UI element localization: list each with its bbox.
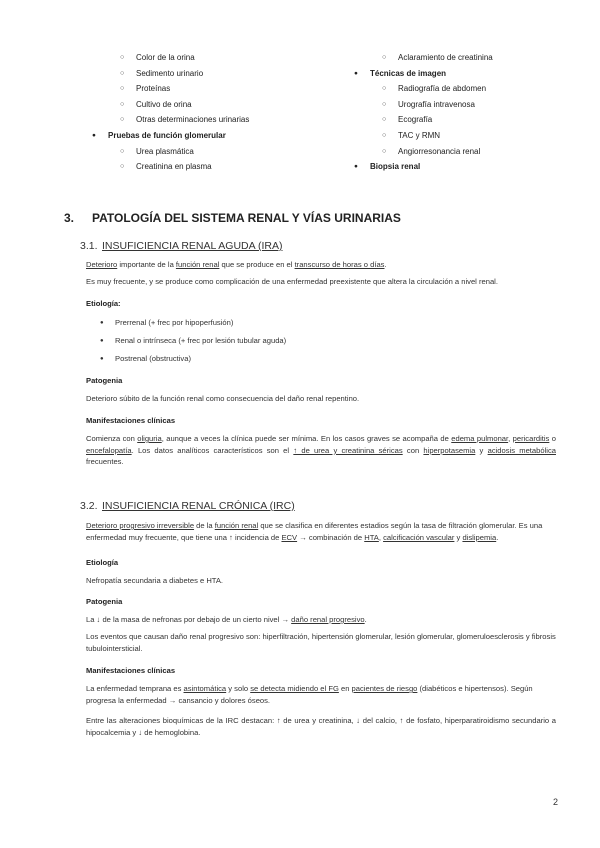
outline-item: ○ Proteínas [92, 81, 332, 97]
irc-patogenia-label: Patogenia [86, 597, 123, 606]
outline-item: ○ Otras determinaciones urinarias [92, 112, 332, 128]
irc-patogenia-p2: Los eventos que causan daño renal progresivo son: hiperfiltración, hipertensión glomerular, lesión glomerular, glomeruloesclerosis y fibrosis tubulointersticial. [86, 632, 556, 653]
text-run: con [402, 445, 424, 455]
text-run: importante de la [117, 260, 176, 269]
subsection-title: INSUFICIENCIA RENAL AGUDA (IRA) [102, 240, 283, 252]
outline-column-right [350, 50, 580, 175]
outline-item: ○ Urografía intravenosa [350, 97, 580, 113]
outline-column-left [92, 50, 332, 175]
irc-patogenia-p1 [86, 614, 556, 626]
outline-item: ○ Radiografía de abdomen [350, 81, 580, 97]
term-oliguria: oliguria [137, 434, 162, 443]
ira-etiologia-list [86, 314, 386, 368]
term-ecv: ECV [281, 532, 298, 542]
subsection-title: INSUFICIENCIA RENAL CRÓNICA (IRC) [102, 500, 295, 512]
irc-definition [86, 520, 556, 543]
outline-item: ○ Angiorresonancia renal [350, 144, 580, 160]
ira-definition [86, 259, 556, 271]
term-dano-renal-progresivo: daño renal progresivo [291, 615, 365, 624]
irc-manifestaciones-label: Manifestaciones clínicas [86, 666, 176, 675]
outline-item: ○ Sedimento urinario [92, 66, 332, 82]
etiologia-item: ● Renal o intrínseca (+ frec por lesión tubular aguda) [86, 332, 386, 350]
text-run: , [508, 434, 513, 443]
text-run: frecuentes. [86, 457, 124, 467]
page-number: 2 [553, 797, 559, 807]
text-run: que se clasifica en diferentes estadios según la tasa de filtración glomerular. Es una enfermedad muy frecuente, que tiene una ↑ incidencia de [86, 521, 543, 542]
text-run: . Los datos analíticos característicos son el [131, 445, 294, 455]
ira-patogenia-label: Patogenia [86, 376, 123, 385]
outline-item: ● Pruebas de función glomerular [92, 128, 332, 144]
section-title: PATOLOGÍA DEL SISTEMA RENAL Y VÍAS URINARIAS [92, 211, 401, 225]
term-pericarditis: pericarditis [512, 434, 550, 443]
text-run: y solo [226, 684, 251, 693]
outline-item: ○ TAC y RMN [350, 128, 580, 144]
ira-manifestaciones-label: Manifestaciones clínicas [86, 416, 176, 425]
text-run: , aunque a veces la clínica puede ser mínima. En los casos graves se acompaña de [161, 434, 452, 443]
outline-item: ○ Creatinina en plasma [92, 159, 332, 175]
etiologia-item: ● Postrenal (obstructiva) [86, 350, 386, 368]
text-run: o [549, 434, 556, 443]
term-funcion-renal: función renal [214, 521, 259, 530]
irc-manifestaciones-p1 [86, 683, 556, 706]
irc-etiologia-text: Nefropatía secundaria a diabetes e HTA. [86, 576, 224, 585]
text-run: de la [194, 521, 215, 530]
term-hta: HTA [364, 532, 379, 542]
term-edema-pulmonar: edema pulmonar [451, 434, 509, 443]
text-run: . [496, 532, 499, 542]
ira-manifestaciones-text [86, 433, 556, 468]
text-run: , [378, 532, 384, 542]
ira-patogenia-text: Deterioro súbito de la función renal como consecuencia del daño renal repentino. [86, 394, 360, 403]
etiologia-item: ● Prerrenal (+ frec por hipoperfusión) [86, 314, 386, 332]
section-heading-3 [64, 211, 401, 225]
text-run: → combinación de [297, 532, 365, 542]
text-run: . [384, 260, 387, 269]
text-run: Comienza con [86, 434, 138, 443]
ira-frequency: Es muy frecuente, y se produce como complicación de una enfermedad preexistente que altera la circulación a nivel renal. [86, 277, 498, 286]
term-pacientes-riesgo: pacientes de riesgo [351, 684, 418, 693]
outline-item: ● Biopsia renal [350, 159, 580, 175]
irc-etiologia-label: Etiología [86, 558, 119, 567]
outline-item: ○ Color de la orina [92, 50, 332, 66]
text-run: (diabéticos e hipertensos). Según progresa la enfermedad → cansancio y dolores óseos. [86, 684, 533, 705]
term-encefalopatia: encefalopatía [86, 445, 132, 455]
term-dislipemia: dislipemia [462, 532, 497, 542]
term-calcificacion-vascular: calcificación vascular [383, 532, 455, 542]
term-horas-dias: transcurso de horas o días [294, 260, 385, 269]
text-run: que se produce en el [219, 260, 295, 269]
outline-item: ○ Aclaramiento de creatinina [350, 50, 580, 66]
term-funcion-renal: función renal [175, 260, 220, 269]
term-detecta-fg: se detecta midiendo el FG [250, 684, 339, 693]
subsection-number: 3.2. [80, 500, 98, 512]
outline-item: ○ Cultivo de orina [92, 97, 332, 113]
text-run: y [454, 532, 463, 542]
term-hiperpotasemia: hiperpotasemia [423, 445, 476, 455]
subsection-heading-3-1 [80, 240, 282, 252]
term-urea-creatinina: ↑ de urea y creatinina séricas [293, 445, 403, 455]
subsection-number: 3.1. [80, 240, 98, 252]
text-run: La ↓ de la masa de nefronas por debajo de un cierto nivel → [86, 615, 292, 624]
text-run: . [364, 615, 367, 624]
term-deterioro: Deterioro [86, 260, 118, 269]
outline-item: ● Técnicas de imagen [350, 66, 580, 82]
term-acidosis-metabolica: acidosis metabólica [487, 445, 556, 455]
ira-etiologia-label: Etiología: [86, 299, 121, 308]
section-number: 3. [64, 211, 75, 225]
subsection-heading-3-2 [80, 500, 295, 512]
text-run: y [475, 445, 488, 455]
outline-item: ○ Ecografía [350, 112, 580, 128]
term-deterioro-progresivo: Deterioro progresivo irreversible [86, 521, 195, 530]
term-asintomatica: asintomática [183, 684, 227, 693]
irc-manifestaciones-p2: Entre las alteraciones bioquímicas de la IRC destacan: ↑ de urea y creatinina, ↓ del calcio, ↑ de fosfato, hiperparatiroidismo secundario a hipocalcemia y ↓ de hemoglobina. [86, 716, 556, 737]
outline-item: ○ Urea plasmática [92, 144, 332, 160]
text-run: La enfermedad temprana es [86, 684, 184, 693]
text-run: en [338, 684, 352, 693]
